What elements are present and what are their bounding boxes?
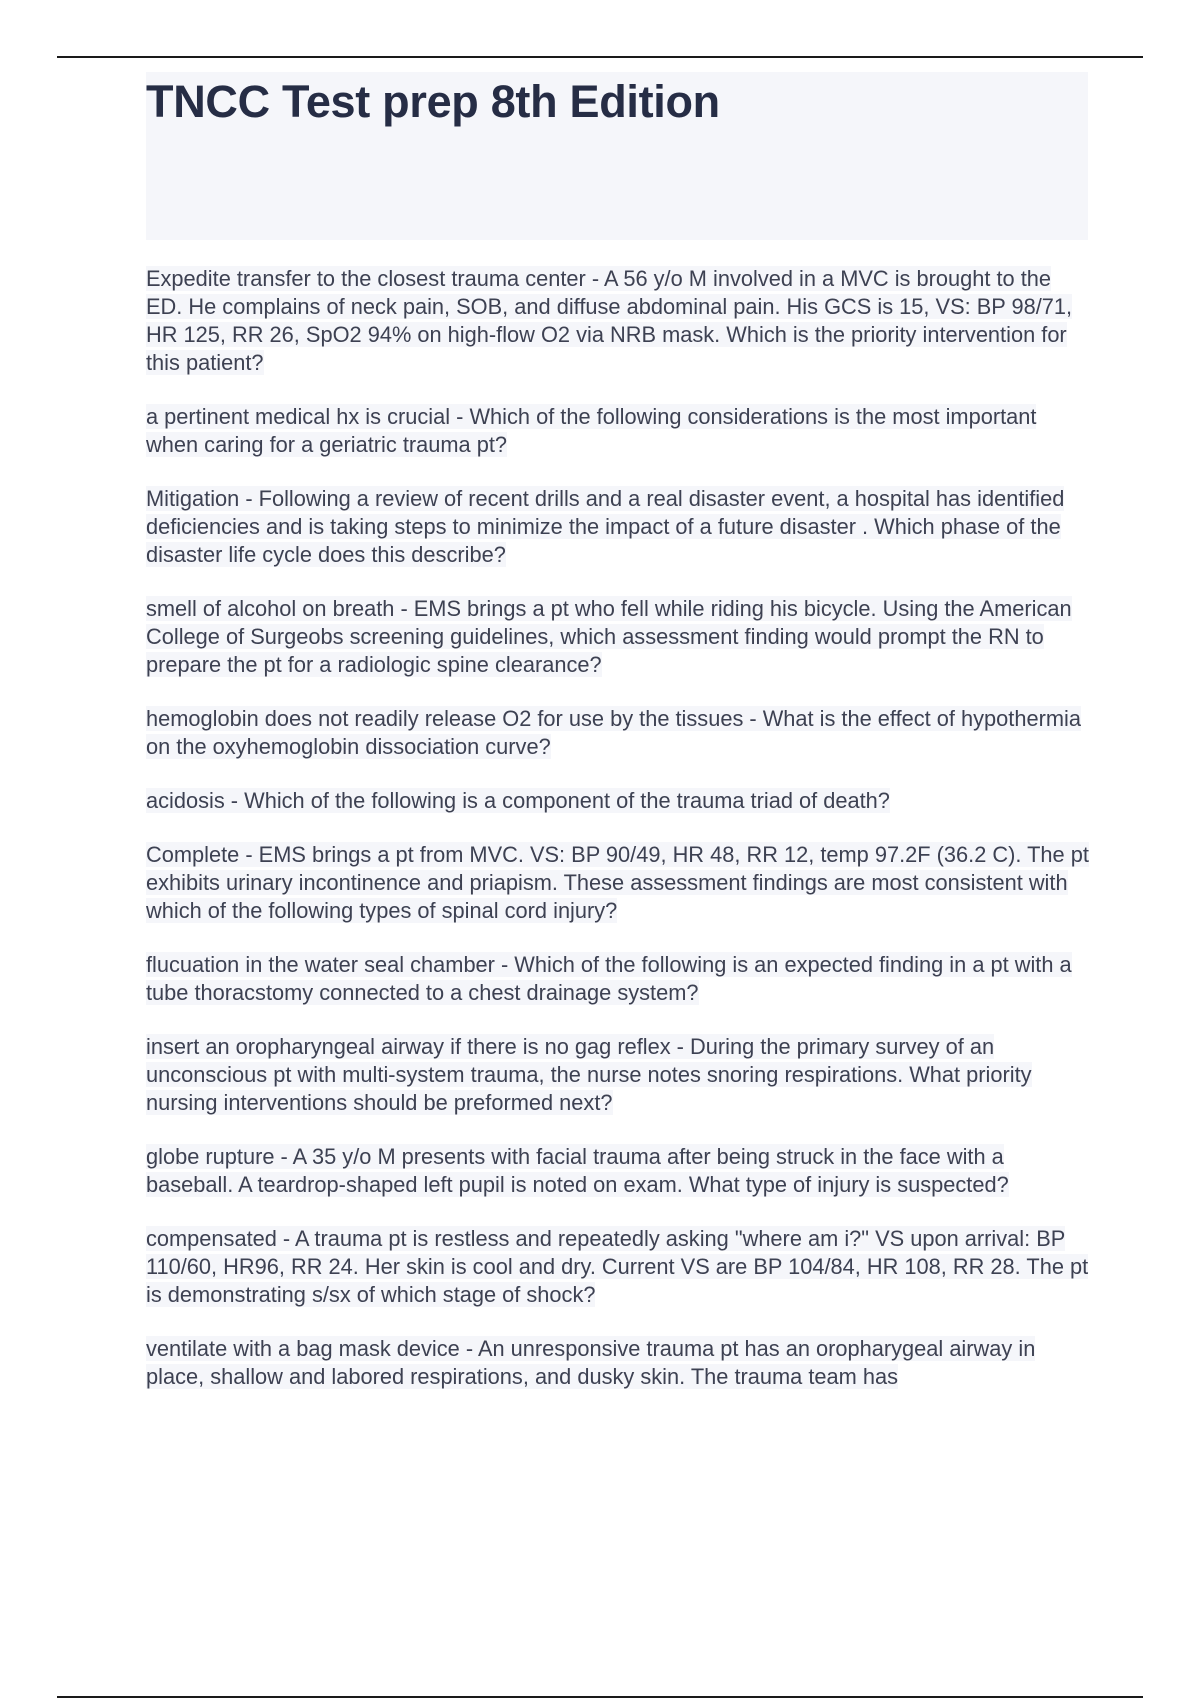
flashcard-entry: globe rupture - A 35 y/o M presents with facial trauma after being struck in the face with a baseball. A teardrop-shaped left pupil is noted on exam. What type of injury is suspected? [146,1144,1009,1197]
flashcard-entry: Expedite transfer to the closest trauma center - A 56 y/o M involved in a MVC is brought to the ED. He complains of neck pain, SOB, and diffuse abdominal pain. His GCS is 15, VS: BP 98/71, HR 125, RR 26, SpO2 94% on high-flow O2 via NRB mask. Which is the priority intervention for this patient? [146,266,1073,375]
flashcard-entry: ventilate with a bag mask device - An unresponsive trauma pt has an oropharygeal airway in place, shallow and labored respirations, and dusky skin. The trauma team has [146,1336,1036,1389]
flashcard-entry: smell of alcohol on breath - EMS brings a pt who fell while riding his bicycle. Using the American College of Surgeobs screening guidelines, which assessment finding would prompt the RN to prepare the pt for a radiologic spine clearance? [146,596,1072,677]
flashcard-entry: compensated - A trauma pt is restless and repeatedly asking "where am i?" VS upon arrival: BP 110/60, HR96, RR 24. Her skin is cool and dry. Current VS are BP 104/84, HR 108, RR 28. The pt is demonstrating s/sx of which stage of shock? [146,1226,1089,1307]
flashcard-entry: acidosis - Which of the following is a component of the trauma triad of death? [146,788,890,813]
flashcard-entry: a pertinent medical hx is crucial - Which of the following considerations is the most important when caring for a geriatric trauma pt? [146,404,1037,457]
flashcard-entry: flucuation in the water seal chamber - Which of the following is an expected finding in a pt with a tube thoracstomy connected to a chest drainage system? [146,952,1072,1005]
title-block [146,72,1088,240]
page-title: TNCC Test prep 8th Edition [146,76,720,127]
bottom-rule [57,1696,1143,1698]
flashcard-list [146,265,1092,1417]
flashcard-entry: insert an oropharyngeal airway if there is no gag reflex - During the primary survey of an unconscious pt with multi-system trauma, the nurse notes snoring respirations. What priority nursing interventions should be preformed next? [146,1034,1032,1115]
flashcard-entry: hemoglobin does not readily release O2 for use by the tissues - What is the effect of hypothermia on the oxyhemoglobin dissociation curve? [146,706,1081,759]
flashcard-entry: Complete - EMS brings a pt from MVC. VS: BP 90/49, HR 48, RR 12, temp 97.2F (36.2 C). The pt exhibits urinary incontinence and priapism. These assessment findings are most consistent with which of the following types of spinal cord injury? [146,842,1089,923]
top-rule [57,56,1143,58]
flashcard-entry: Mitigation - Following a review of recent drills and a real disaster event, a hospital has identified deficiencies and is taking steps to minimize the impact of a future disaster . Which phase of the disaster life cycle does this describe? [146,486,1065,567]
